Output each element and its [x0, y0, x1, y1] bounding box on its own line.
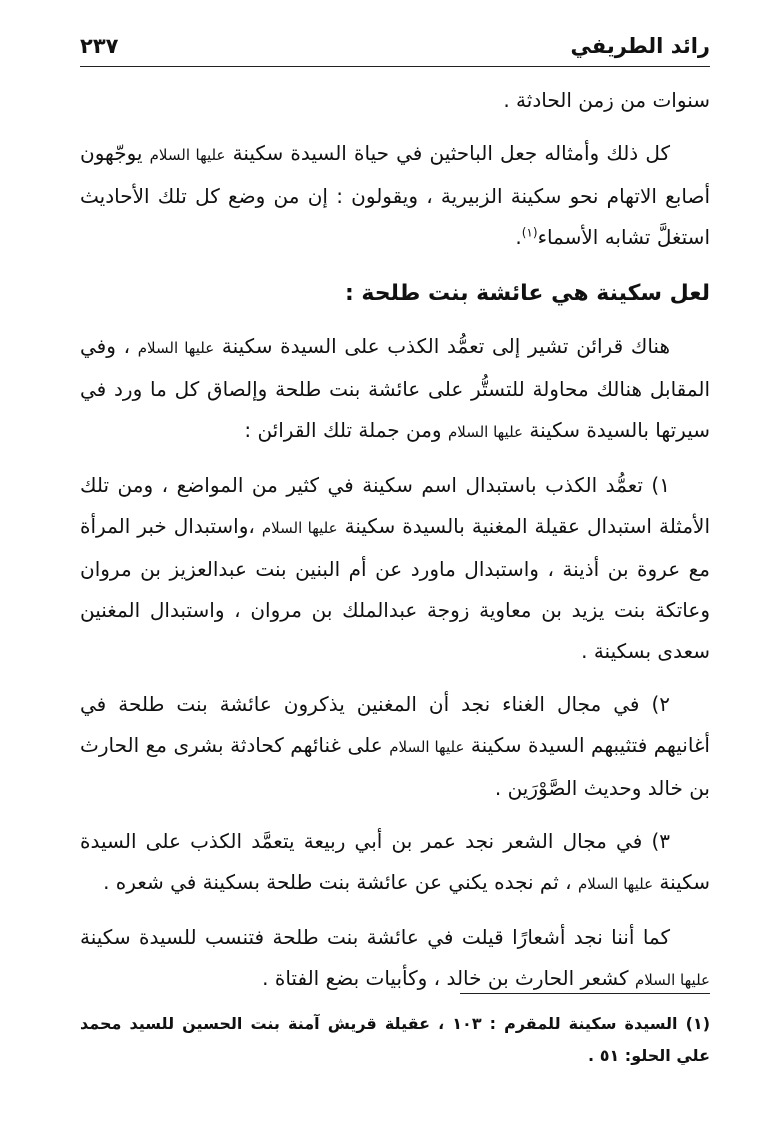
- honorific-glyph: عليها السلام: [634, 971, 710, 989]
- list-item-text: ،واستبدال خبر المرأة مع عروة بن أذينة ، واستبدال ماورد عن أم البنين بنت عبدالعزيز بن مروان وعاتكة بنت يزيد بن معاوية زوجة عبدالملك بن مروان ، واستبدال المغنين سعدى بسكينة .: [80, 514, 710, 663]
- paragraph: [80, 80, 710, 121]
- footnote-divider: [460, 993, 710, 994]
- paragraph: [80, 133, 710, 258]
- paragraph: [80, 326, 710, 453]
- list-item-text: ، ثم نجده يكني عن عائشة بنت طلحة بسكينة في شعره .: [103, 870, 572, 894]
- paragraph-text: ومن جملة تلك القرائن :: [244, 418, 442, 442]
- paragraph-text: سنوات من زمن الحادثة .: [503, 88, 710, 112]
- page-number: ٢٣٧: [80, 34, 119, 58]
- paragraph-text: هناك قرائن تشير إلى تعمُّد الكذب على السيدة سكينة: [221, 334, 670, 358]
- page-body: [80, 80, 710, 1013]
- honorific-glyph: عليها السلام: [149, 146, 226, 164]
- paragraph-text: كل ذلك وأمثاله جعل الباحثين في حياة السيدة سكينة: [232, 141, 671, 165]
- paragraph-text: كشعر الحارث بن خالد ، وكأبيات بضع الفتاة .: [262, 966, 629, 990]
- list-item-text: على غنائهم كحادثة بشرى مع الحارث بن خالد وحديث الصَّوْرَين .: [80, 733, 710, 800]
- paragraph-text: كما أننا نجد أشعارًا قيلت في عائشة بنت طلحة فتنسب للسيدة سكينة: [80, 925, 670, 949]
- running-header: [80, 30, 710, 67]
- list-item-text: ٢) في مجال الغناء نجد أن المغنين يذكرون عائشة بنت طلحة في أغانيهم فتثيبهم السيدة سكينة: [80, 692, 710, 757]
- honorific-glyph: عليها السلام: [389, 738, 465, 756]
- footnote: (١) السيدة سكينة للمقرم : ١٠٣ ، عقيلة قريش آمنة بنت الحسين للسيد محمد علي الحلو: ٥١ .: [80, 1014, 710, 1065]
- paragraph-text: ، وفي المقابل هنالك محاولة للتستُّر على عائشة بنت طلحة وإلصاق كل ما ورد في سيرتها بالسيدة سكينة: [80, 334, 710, 442]
- footnotes: [80, 1008, 710, 1072]
- list-item-text: ١) تعمُّد الكذب باستبدال اسم سكينة في كثير من المواضع ، ومن تلك الأمثلة استبدال عقيلة المغنية بالسيدة سكينة: [80, 473, 711, 538]
- honorific-glyph: عليها السلام: [261, 519, 338, 537]
- header-author: رائد الطريفي: [570, 34, 710, 58]
- section-heading: لعل سكينة هي عائشة بنت طلحة :: [344, 281, 710, 306]
- paragraph-text: يوجّهون أصابع الاتهام نحو سكينة الزبيرية ، ويقولون : إن من وضع كل تلك الأحاديث استغلَّ تشابه الأسماء: [80, 141, 710, 249]
- list-item-text: ٣) في مجال الشعر نجد عمر بن أبي ربيعة يتعمَّد الكذب على السيدة سكينة: [80, 829, 710, 894]
- honorific-glyph: عليها السلام: [447, 423, 524, 441]
- list-item: [80, 465, 710, 672]
- paragraph: [80, 917, 710, 1001]
- list-item: [80, 684, 710, 809]
- honorific-glyph: عليها السلام: [577, 875, 654, 893]
- paragraph-text: .: [515, 225, 522, 249]
- list-item: [80, 821, 710, 905]
- honorific-glyph: عليها السلام: [137, 339, 215, 357]
- footnote-marker[interactable]: (١): [521, 225, 538, 240]
